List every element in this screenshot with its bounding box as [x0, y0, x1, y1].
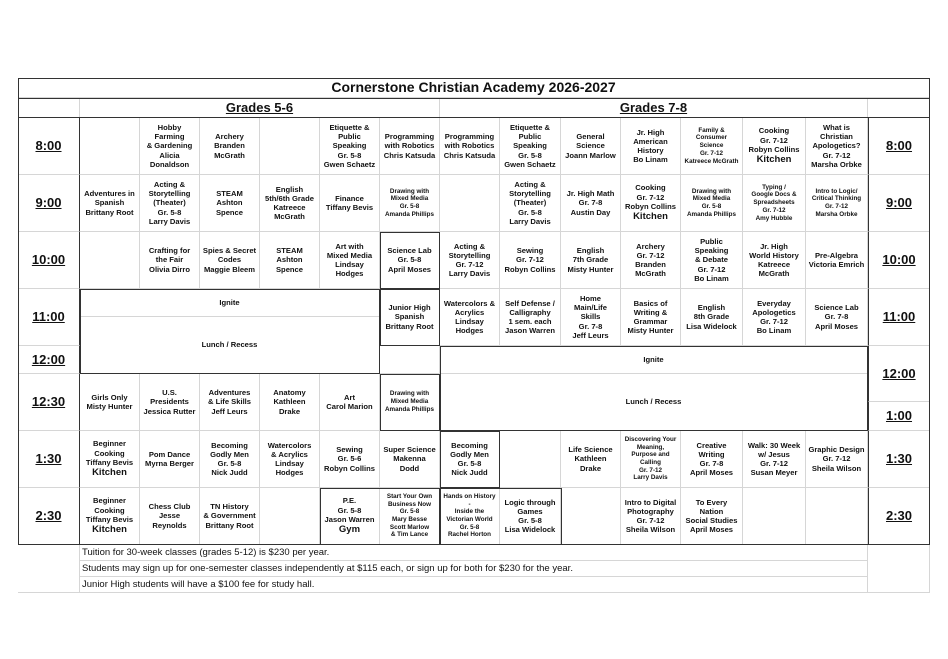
time-label-right: 10:00: [868, 232, 930, 289]
class-cell: Hobby Farming & Gardening Alicia Donaldson: [140, 118, 200, 175]
class-cell: General Science Joann Marlow: [561, 118, 621, 175]
location-label: Kitchen: [756, 154, 792, 166]
class-cell: [80, 431, 140, 488]
corner-cell-right: [868, 98, 930, 118]
class-cell: Programming with Robotics Chris Katsuda: [380, 118, 440, 175]
class-cell: Finance Tiffany Bevis: [320, 175, 380, 232]
ignite-block: Ignite: [80, 289, 380, 317]
class-cell: [500, 431, 561, 488]
class-cell: Drawing with Mixed Media Amanda Phillips: [380, 374, 440, 431]
time-label: 9:00: [18, 175, 80, 232]
location-label: Kitchen: [633, 211, 668, 223]
time-label-right: 11:00: [868, 289, 930, 346]
class-cell: [260, 488, 320, 545]
class-cell: Walk: 30 Week w/ Jesus Gr. 7-12 Susan Meyer: [743, 431, 806, 488]
class-cell: STEAM Ashton Spence: [200, 175, 260, 232]
class-cell: [80, 488, 140, 545]
class-cell: Super Science Makenna Dodd: [380, 431, 440, 488]
class-cell: Watercolors & Acrylics Lindsay Hodges: [260, 431, 320, 488]
time-label-right: 8:00: [868, 118, 930, 175]
class-cell: U.S. Presidents Jessica Rutter: [140, 374, 200, 431]
time-label-right: 1:00: [868, 402, 930, 431]
class-cell: English 5th/6th Grade Katreece McGrath: [260, 175, 320, 232]
grades-5-6-header: Grades 5-6: [80, 98, 440, 118]
time-label-right: 9:00: [868, 175, 930, 232]
class-cell: Home Main/Life Skills Gr. 7-8 Jeff Leurs: [561, 289, 621, 346]
time-label: 8:00: [18, 118, 80, 175]
time-label: 12:00: [18, 346, 80, 374]
class-cell: Graphic Design Gr. 7-12 Sheila Wilson: [806, 431, 868, 488]
class-cell: [621, 175, 681, 232]
class-cell: [320, 488, 380, 545]
class-info: P.E. Gr. 5-8 Jason Warren: [324, 496, 375, 524]
class-cell: Logic through Games Gr. 5-8 Lisa Widelock: [500, 488, 561, 545]
class-cell: Acting & Storytelling Gr. 7-12 Larry Davis: [440, 232, 500, 289]
class-cell: [743, 488, 806, 545]
class-cell: Becoming Godly Men Gr. 5-8 Nick Judd: [200, 431, 260, 488]
location-label: Kitchen: [92, 524, 127, 536]
class-cell: English 8th Grade Lisa Widelock: [681, 289, 743, 346]
time-label-right: 12:00: [868, 346, 930, 402]
class-info: Beginner Cooking Tiffany Bevis: [85, 439, 134, 467]
class-cell: Etiquette & Public Speaking Gr. 5-8 Gwen Schaetz: [500, 118, 561, 175]
class-cell: Etiquette & Public Speaking Gr. 5-8 Gwen Schaetz: [320, 118, 380, 175]
grades-7-8-header: Grades 7-8: [440, 98, 868, 118]
class-cell: Anatomy Kathleen Drake: [260, 374, 320, 431]
class-cell: What is Christian Apologetics? Gr. 7-12 Marsha Orbke: [806, 118, 868, 175]
class-cell: Chess Club Jesse Reynolds: [140, 488, 200, 545]
time-label: 10:00: [18, 232, 80, 289]
notes-spacer: [18, 545, 80, 593]
tuition-note: Tuition for 30-week classes (grades 5-12) is $230 per year.: [80, 545, 868, 561]
empty-cell: [380, 346, 440, 374]
class-cell: Jr. High World History Katreece McGrath: [743, 232, 806, 289]
class-cell: TN History & Government Brittany Root: [200, 488, 260, 545]
class-cell: Watercolors & Acrylics Lindsay Hodges: [440, 289, 500, 346]
class-cell: Sewing Gr. 7-12 Robyn Collins: [500, 232, 561, 289]
class-cell: Sewing Gr. 5-6 Robyn Collins: [320, 431, 380, 488]
class-cell: Intro to Digital Photography Gr. 7-12 Sheila Wilson: [621, 488, 681, 545]
notes-spacer-right: [868, 545, 930, 593]
class-cell: Intro to Logic/ Critical Thinking Gr. 7-12 Marsha Orbke: [806, 175, 868, 232]
class-cell: Hands on History - Inside the Victorian World Gr. 5-8 Rachel Horton: [440, 488, 500, 545]
class-cell: Family & Consumer Science Gr. 7-12 Katreece McGrath: [681, 118, 743, 175]
ignite-block: Ignite: [440, 346, 868, 374]
class-cell: Creative Writing Gr. 7-8 April Moses: [681, 431, 743, 488]
class-cell: Art with Mixed Media Lindsay Hodges: [320, 232, 380, 289]
class-cell: Drawing with Mixed Media Gr. 5-8 Amanda Phillips: [681, 175, 743, 232]
corner-cell: [18, 98, 80, 118]
class-cell: [561, 488, 621, 545]
class-cell: Programming with Robotics Chris Katsuda: [440, 118, 500, 175]
class-cell: Adventures & Life Skills Jeff Leurs: [200, 374, 260, 431]
class-cell: Girls Only Misty Hunter: [80, 374, 140, 431]
class-cell: Typing / Google Docs & Spreadsheets Gr. 7-12 Amy Hubble: [743, 175, 806, 232]
time-label-right: 2:30: [868, 488, 930, 545]
class-cell: Start Your Own Business Now Gr. 5-8 Mary Besse Scott Marlow & Tim Lance: [380, 488, 440, 545]
class-cell: Pre-Algebra Victoria Emrich: [806, 232, 868, 289]
time-label: 1:30: [18, 431, 80, 488]
class-cell: Archery Gr. 7-12 Branden McGrath: [621, 232, 681, 289]
class-cell: English 7th Grade Misty Hunter: [561, 232, 621, 289]
class-cell: Crafting for the Fair Olivia Dirro: [140, 232, 200, 289]
class-cell: Acting & Storytelling (Theater) Gr. 5-8 Larry Davis: [500, 175, 561, 232]
class-cell: Everyday Apologetics Gr. 7-12 Bo Linam: [743, 289, 806, 346]
class-cell: Acting & Storytelling (Theater) Gr. 5-8 Larry Davis: [140, 175, 200, 232]
class-cell: [80, 118, 140, 175]
tuition-note: Junior High students will have a $100 fee for study hall.: [80, 577, 868, 593]
lunch-block: Lunch / Recess: [440, 374, 868, 431]
class-cell: Drawing with Mixed Media Gr. 5-8 Amanda Phillips: [380, 175, 440, 232]
class-cell: Science Lab Gr. 5-8 April Moses: [380, 232, 440, 289]
class-cell: Archery Branden McGrath: [200, 118, 260, 175]
class-cell: Becoming Godly Men Gr. 5-8 Nick Judd: [440, 431, 500, 488]
class-cell: [743, 118, 806, 175]
class-cell: Art Carol Marion: [320, 374, 380, 431]
class-cell: Jr. High Math Gr. 7-8 Austin Day: [561, 175, 621, 232]
class-cell: Adventures in Spanish Brittany Root: [80, 175, 140, 232]
lunch-block: Lunch / Recess: [80, 317, 380, 374]
class-cell: To Every Nation Social Studies April Moses: [681, 488, 743, 545]
class-cell: Public Speaking & Debate Gr. 7-12 Bo Linam: [681, 232, 743, 289]
class-cell: Junior High Spanish Brittany Root: [380, 289, 440, 346]
class-cell: Jr. High American History Bo Linam: [621, 118, 681, 175]
class-info: Cooking Gr. 7-12 Robyn Collins: [748, 126, 800, 154]
class-info: Beginner Cooking Tiffany Bevis: [85, 496, 134, 524]
class-cell: Basics of Writing & Grammar Misty Hunter: [621, 289, 681, 346]
class-cell: Self Defense / Calligraphy 1 sem. each Jason Warren: [500, 289, 561, 346]
class-cell: Science Lab Gr. 7-8 April Moses: [806, 289, 868, 346]
class-cell: Pom Dance Myrna Berger: [140, 431, 200, 488]
page-title: Cornerstone Christian Academy 2026-2027: [18, 78, 930, 98]
class-cell: Discovering Your Meaning, Purpose and Calling Gr. 7-12 Larry Davis: [621, 431, 681, 488]
location-label: Gym: [338, 524, 361, 536]
class-cell: Spies & Secret Codes Maggie Bleem: [200, 232, 260, 289]
time-label-right: 1:30: [868, 431, 930, 488]
class-cell: STEAM Ashton Spence: [260, 232, 320, 289]
schedule-sheet: [18, 78, 930, 593]
class-cell: [260, 118, 320, 175]
class-cell: [440, 175, 500, 232]
tuition-note: Students may sign up for one-semester classes independently at $115 each, or sign up for both for $230 for the year.: [80, 561, 868, 577]
class-info: Cooking Gr. 7-12 Robyn Collins: [624, 183, 677, 211]
time-label: 2:30: [18, 488, 80, 545]
class-cell: Life Science Kathleen Drake: [561, 431, 621, 488]
time-label: 12:30: [18, 374, 80, 431]
class-cell: [80, 232, 140, 289]
time-label: 11:00: [18, 289, 80, 346]
location-label: Kitchen: [92, 467, 127, 479]
class-cell: [806, 488, 868, 545]
